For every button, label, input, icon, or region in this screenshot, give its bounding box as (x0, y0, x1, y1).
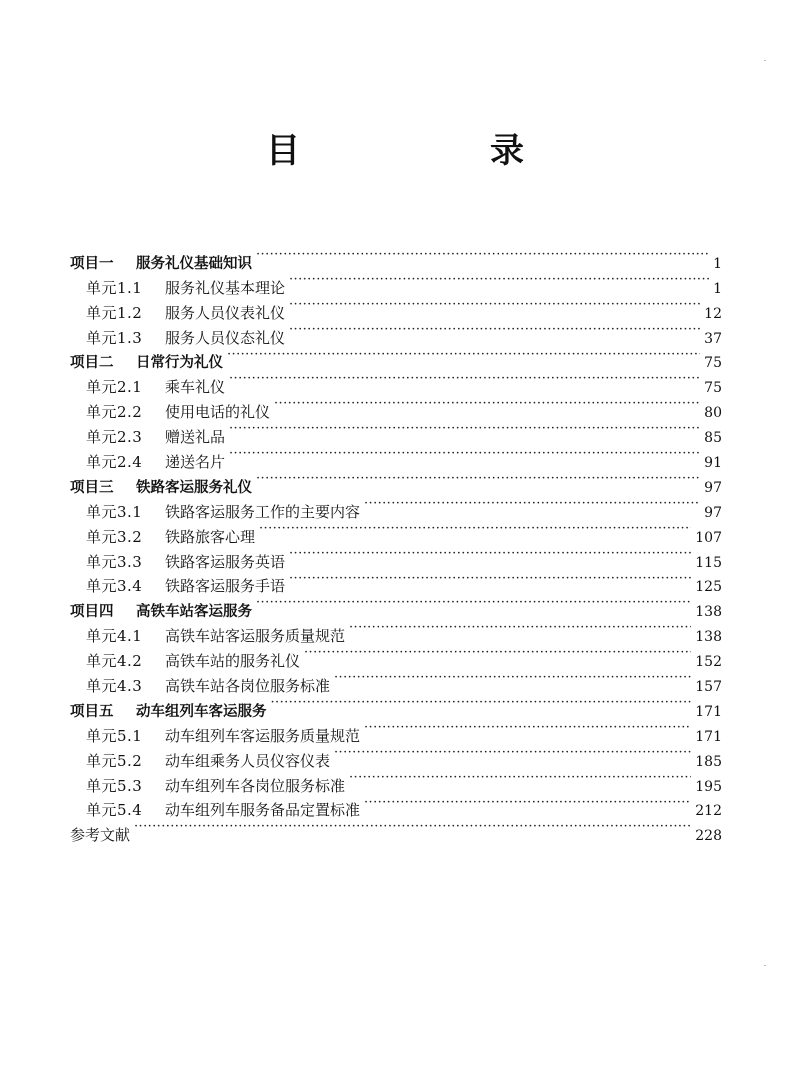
toc-page-number: 75 (704, 380, 722, 397)
toc-page-number: 152 (695, 654, 722, 671)
toc-page-number: 138 (695, 629, 722, 646)
dot-leader (274, 392, 700, 417)
toc-page-number: 171 (695, 703, 722, 720)
toc-entry-label: 单元2.3 (86, 428, 143, 447)
toc-entry-title: 高铁车站的服务礼仪 (165, 652, 301, 671)
toc-page-number: 125 (695, 579, 722, 596)
dot-leader (289, 293, 700, 318)
toc-entry-title: 服务人员仪表礼仪 (165, 303, 286, 322)
toc-entry-label: 单元3.2 (86, 527, 143, 546)
toc-entry-title: 乘车礼仪 (165, 378, 226, 397)
toc-page-number: 107 (695, 529, 722, 546)
toc-entry-title: 动车组列车客运服务质量规范 (165, 726, 361, 745)
dot-leader (134, 815, 691, 840)
toc-entry-title: 日常行为礼仪 (136, 355, 223, 372)
toc-entry-label: 单元2.2 (86, 403, 143, 422)
dot-leader (289, 318, 700, 343)
dot-leader (229, 442, 700, 467)
toc-entry-label: 单元2.1 (86, 378, 143, 397)
toc-entry-label: 单元2.4 (86, 453, 143, 472)
toc-entry-title: 高铁车站客运服务质量规范 (165, 627, 346, 646)
toc-entry-title: 递送名片 (165, 453, 226, 472)
toc-page-number: 138 (695, 604, 722, 621)
toc-entry-label: 单元3.4 (86, 577, 143, 596)
dot-leader (229, 417, 700, 442)
toc-entry-title: 动车组列车服务备品定置标准 (165, 801, 361, 820)
toc-entry-label: 单元5.2 (86, 751, 143, 770)
toc-references-entry[interactable] (70, 815, 722, 845)
dot-leader (364, 791, 691, 816)
toc-entry-title: 服务礼仪基础知识 (136, 255, 252, 272)
dot-leader (334, 666, 691, 691)
toc-entry-title: 铁路客运服务手语 (165, 577, 286, 596)
toc-entry-title: 赠送礼品 (165, 428, 226, 447)
toc-entry-label: 单元5.1 (86, 726, 143, 745)
toc-entry-title: 铁路客运服务英语 (165, 552, 286, 571)
toc-entry-label: 单元5.4 (86, 801, 143, 820)
toc-page-number: 80 (704, 405, 722, 422)
toc-entry-title: 铁路旅客心理 (165, 527, 256, 546)
toc-entry-label: 单元5.3 (86, 776, 143, 795)
toc-entry-label: 单元3.3 (86, 552, 143, 571)
toc-entry-title: 动车组乘务人员仪容仪表 (165, 751, 331, 770)
toc-entry-label: 项目三 (70, 479, 114, 496)
toc-entry-title: 高铁车站各岗位服务标准 (165, 677, 331, 696)
toc-page-number: 115 (695, 554, 722, 571)
dot-leader (289, 268, 709, 293)
toc-page-number: 75 (704, 355, 722, 372)
toc-entry-label: 单元1.2 (86, 303, 143, 322)
dot-leader (334, 741, 691, 766)
toc-project-entry[interactable] (70, 243, 722, 272)
dot-leader (227, 343, 700, 368)
toc-entry-label: 项目四 (70, 604, 114, 621)
dot-leader (364, 492, 700, 517)
toc-entry-title: 使用电话的礼仪 (165, 403, 271, 422)
toc-entry-label: 项目二 (70, 355, 114, 372)
toc-page-number: 85 (704, 430, 722, 447)
table-of-contents (70, 243, 722, 845)
dot-leader (289, 542, 691, 567)
toc-entry-label: 单元4.2 (86, 652, 143, 671)
toc-entry-title: 高铁车站客运服务 (136, 604, 252, 621)
dot-leader (271, 691, 692, 716)
toc-page-number: 12 (704, 305, 722, 322)
toc-page-number: 228 (695, 828, 722, 845)
toc-page-number: 37 (704, 330, 722, 347)
toc-entry-label: 单元4.3 (86, 677, 143, 696)
toc-page-number: 91 (704, 455, 722, 472)
toc-entry-label: 项目一 (70, 255, 114, 272)
toc-page-number: 171 (695, 728, 722, 745)
toc-entry-title: 铁路客运服务工作的主要内容 (165, 502, 361, 521)
toc-entry-label: 项目五 (70, 703, 114, 720)
toc-entry-title: 铁路客运服务礼仪 (136, 479, 252, 496)
dot-leader (349, 616, 691, 641)
toc-entry-label: 单元4.1 (86, 627, 143, 646)
toc-entry-title: 动车组列车客运服务 (136, 703, 267, 720)
dot-leader (349, 766, 691, 791)
dot-leader (229, 367, 700, 392)
dot-leader (259, 517, 691, 542)
dot-leader (304, 641, 691, 666)
toc-page-number: 1 (713, 280, 722, 297)
toc-entry-title: 服务人员仪态礼仪 (165, 328, 286, 347)
scan-speck (764, 965, 766, 966)
toc-entry-label: 单元1.3 (86, 328, 143, 347)
toc-entry-title: 服务礼仪基本理论 (165, 278, 286, 297)
toc-entry-label: 单元1.1 (86, 278, 143, 297)
toc-entry-title: 动车组列车各岗位服务标准 (165, 776, 346, 795)
toc-page-number: 1 (713, 255, 722, 272)
toc-page-number: 212 (695, 803, 722, 820)
dot-leader (256, 467, 700, 492)
dot-leader (364, 716, 691, 741)
dot-leader (256, 243, 709, 268)
toc-page-number: 157 (695, 679, 722, 696)
dot-leader (289, 567, 691, 592)
scan-speck (764, 60, 766, 61)
toc-page-number: 97 (704, 504, 722, 521)
page-title: 目 录 (266, 131, 602, 171)
toc-page-number: 97 (704, 479, 722, 496)
toc-page-number: 185 (695, 753, 722, 770)
toc-page-number: 195 (695, 778, 722, 795)
dot-leader (256, 591, 691, 616)
toc-entry-label: 单元3.1 (86, 502, 143, 521)
toc-entry-label: 参考文献 (70, 826, 131, 845)
